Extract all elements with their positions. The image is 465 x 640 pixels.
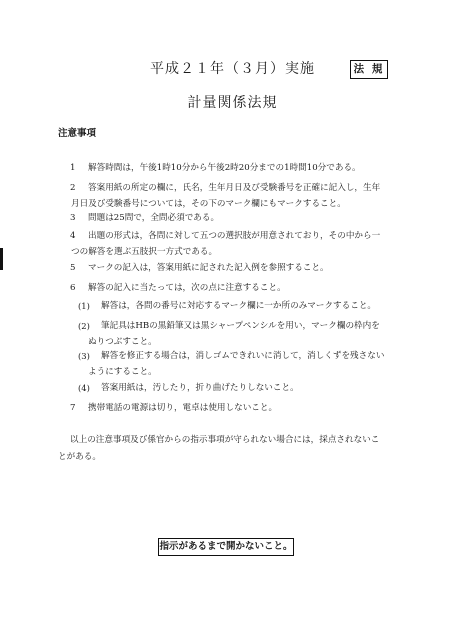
note-text-line: 解答の記入に当たっては，次の点に注意すること。 bbox=[88, 283, 286, 293]
note-text-line: 答案用紙は，汚したり，折り曲げたりしないこと。 bbox=[101, 383, 299, 393]
note-text-line: 筆記具はHBの黒鉛筆又は黒シャープペンシルを用い，マーク欄の枠内を bbox=[101, 321, 380, 331]
note-text-line: ようにすること。 bbox=[88, 367, 157, 377]
note-number: (3) bbox=[78, 351, 90, 361]
closing-line: 以上の注意事項及び係官からの指示事項が守られない場合には，採点されないこ bbox=[70, 435, 380, 445]
note-number: 5 bbox=[70, 263, 76, 273]
note-text-line: マークの記入は，答案用紙に記された記入例を参照すること。 bbox=[88, 263, 329, 273]
notes-heading: 注意事項 bbox=[58, 128, 97, 139]
note-text-line: 解答時間は，午後1時10分から午後2時20分までの1時間10分である。 bbox=[88, 163, 361, 173]
note-number: 7 bbox=[70, 403, 76, 413]
note-text-line: つの解答を選ぶ五肢択一方式である。 bbox=[71, 247, 218, 257]
note-number: 6 bbox=[70, 283, 76, 293]
instruction-box: 指示があるまで開かないこと。 bbox=[158, 538, 294, 556]
note-number: 2 bbox=[70, 183, 76, 193]
note-number: 4 bbox=[70, 231, 76, 241]
note-number: 1 bbox=[70, 163, 76, 173]
note-text-line: 解答は，各問の番号に対応するマーク欄に一か所のみマークすること。 bbox=[101, 301, 377, 311]
note-text-line: ぬりつぶすこと。 bbox=[88, 337, 157, 347]
note-number: 3 bbox=[70, 213, 76, 223]
note-text-line: 出題の形式は，各問に対して五つの選択肢が用意されており，その中から一 bbox=[88, 231, 381, 241]
note-text-line: 携帯電話の電源は切り，電卓は使用しないこと。 bbox=[88, 403, 278, 413]
note-number: (1) bbox=[78, 301, 90, 311]
exam-date: 平成２１年（３月）実施 bbox=[150, 61, 315, 77]
page-title: 計量関係法規 bbox=[187, 95, 278, 111]
note-number: (2) bbox=[78, 321, 90, 331]
note-number: (4) bbox=[78, 383, 90, 393]
note-text-line: 月日及び受験番号については，その下のマーク欄にもマークすること。 bbox=[71, 199, 346, 209]
note-text-line: 答案用紙の所定の欄に，氏名，生年月日及び受験番号を正確に記入し，生年 bbox=[88, 183, 381, 193]
subject-box: 法 規 bbox=[350, 60, 388, 79]
note-text-line: 問題は25問で，全問必須である。 bbox=[88, 213, 220, 223]
closing-line: とがある。 bbox=[58, 452, 101, 462]
note-text-line: 解答を修正する場合は，消しゴムできれいに消して，消しくずを残さない bbox=[101, 351, 385, 361]
